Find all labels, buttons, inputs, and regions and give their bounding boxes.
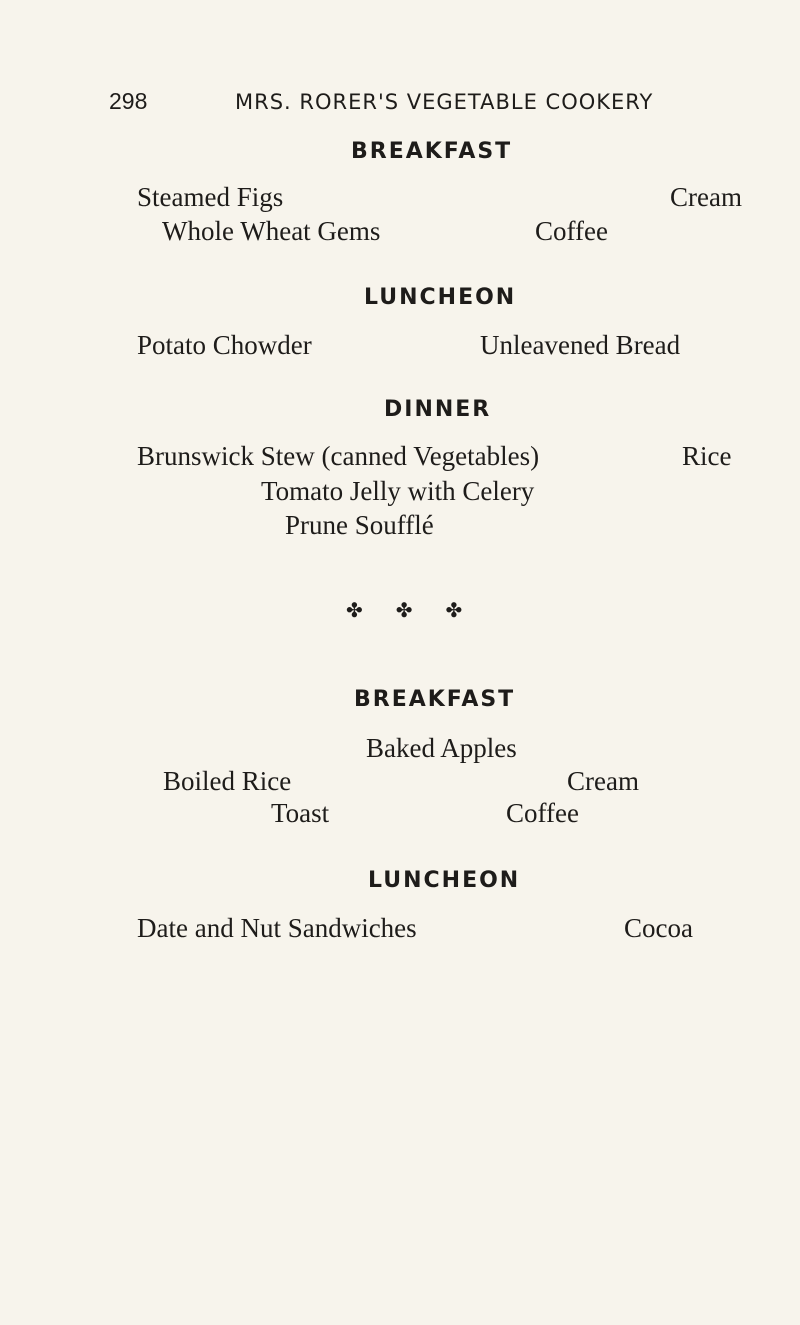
- menu1-breakfast-heading: BREAKFAST: [351, 139, 513, 164]
- menu1-dinner-item: Brunswick Stew (canned Vegetables): [137, 441, 540, 471]
- menu1-luncheon-item: Unleavened Bread: [480, 330, 681, 360]
- menu2-luncheon-item: Cocoa: [624, 913, 693, 943]
- menu2-breakfast-item: Baked Apples: [366, 733, 517, 763]
- ornament-divider: ✤ ✤ ✤: [346, 600, 477, 622]
- menu1-dinner-item: Rice: [682, 441, 732, 471]
- page-number: 298: [109, 88, 148, 114]
- menu1-dinner-item: Prune Soufflé: [285, 510, 434, 540]
- menu2-breakfast-item: Cream: [567, 766, 639, 796]
- menu1-breakfast-item: Whole Wheat Gems: [162, 216, 381, 246]
- menu1-luncheon-heading: LUNCHEON: [364, 285, 517, 310]
- menu1-breakfast-item: Cream: [670, 182, 742, 212]
- menu2-luncheon-item: Date and Nut Sandwiches: [137, 913, 417, 943]
- menu1-breakfast-item: Coffee: [535, 216, 608, 246]
- menu2-breakfast-heading: BREAKFAST: [354, 687, 516, 712]
- menu1-breakfast-item: Steamed Figs: [137, 182, 284, 212]
- menu1-dinner-item: Tomato Jelly with Celery: [261, 476, 535, 506]
- menu2-breakfast-item: Toast: [271, 798, 330, 828]
- menu1-dinner-heading: DINNER: [384, 397, 492, 422]
- menu2-breakfast-item: Coffee: [506, 798, 579, 828]
- menu1-luncheon-item: Potato Chowder: [137, 330, 312, 360]
- menu2-luncheon-heading: LUNCHEON: [368, 868, 521, 893]
- running-title: MRS. RORER'S VEGETABLE COOKERY: [235, 90, 654, 114]
- menu2-breakfast-item: Boiled Rice: [163, 766, 292, 796]
